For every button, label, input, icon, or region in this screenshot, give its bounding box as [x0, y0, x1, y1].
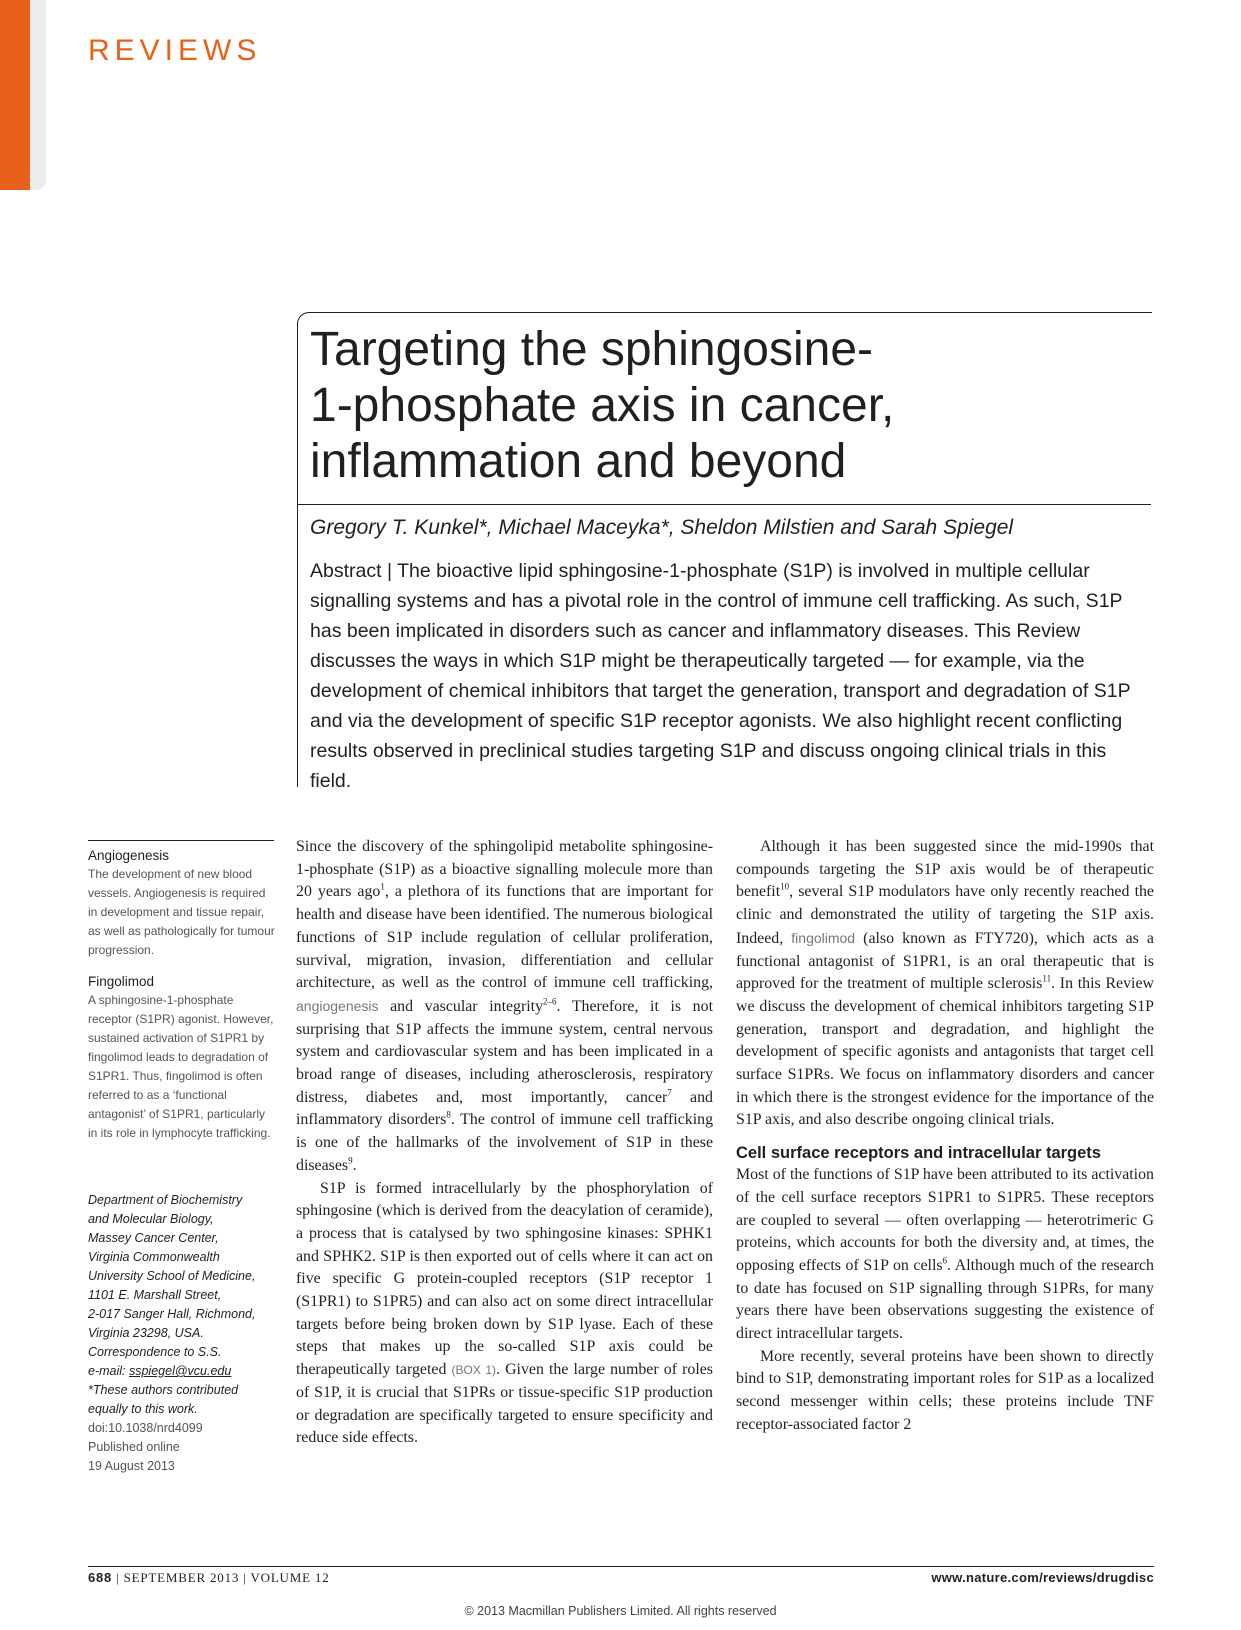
title-line: 1-phosphate axis in cancer,: [310, 379, 895, 432]
text-run: and inflammatory disorders: [296, 1088, 713, 1129]
title-divider: [297, 504, 1151, 505]
doi: doi:10.1038/nrd4099: [88, 1421, 203, 1435]
affiliation-line: Virginia 23298, USA.: [88, 1326, 204, 1340]
glossary-entry: [88, 846, 276, 960]
footer-divider: [88, 1566, 1154, 1567]
citation[interactable]: 1: [380, 882, 385, 893]
email-line: [88, 1362, 276, 1381]
email-prefix: e-mail:: [88, 1364, 129, 1378]
affiliation-line: and Molecular Biology,: [88, 1212, 214, 1226]
affiliation-line: Massey Cancer Center,: [88, 1231, 219, 1245]
text-run: Although it has been suggested since the mid-1990s that compounds targeting the S1P axis would be of therapeutic benefit: [736, 838, 1154, 901]
author-affiliation: [88, 1191, 276, 1419]
citation[interactable]: 6: [942, 1255, 948, 1266]
page-number: 688: [88, 1570, 113, 1585]
box-reference-link[interactable]: (BOX 1): [451, 1363, 496, 1378]
section-color-bar: [0, 0, 30, 190]
affiliation-line: Department of Biochemistry: [88, 1193, 243, 1207]
text-run: S1P is formed intracellularly by the phosphorylation of sphingosine (which is derived from the deacylation of ceramide), a process that is catalysed by two sphingosine kinases: SPHK1 and SPHK2. S1P is then exported out of cells where it can act on five specific G protein-coupled receptors (S1P receptor 1 (S1PR1) to S1PR5) and can also act on some direct intracellular targets before being broken down by S1P lyase. Each of these steps that makes up the so-called S1P axis could be therapeutically targeted: [296, 1179, 713, 1379]
contribution-note: *These authors contributed: [88, 1383, 239, 1397]
text-run: . In this Review we discuss the development of chemical inhibitors targeting S1P generation, transport and degradation, and highlight the development of specific agonists and antagonists that target cell surface S1PRs. We focus on inflammatory disorders and cancer in which there is the strongest evidence for the importance of the S1P axis, and also describe ongoing clinical trials.: [736, 975, 1154, 1129]
title-line: inflammation and beyond: [310, 435, 847, 488]
body-paragraph: More recently, several proteins have been shown to directly bind to S1P, demonstrating important roles for S1P as a localized second messenger within cells; these proteins include TNF receptor-associated factor 2: [736, 1347, 1154, 1433]
text-run: , a plethora of its functions that are important for health and disease have been identified. The numerous biological functions of S1P include regulation of cellular proliferation, survival, migration, invasion, differentiation and cellular architecture, as well as the control of immune cell trafficking,: [296, 883, 713, 992]
sidebar: [88, 840, 276, 1476]
affiliation-line: Virginia Commonwealth: [88, 1250, 220, 1264]
citation[interactable]: 11: [1042, 973, 1052, 984]
section-label: REVIEWS: [88, 34, 262, 67]
glossary-entry: [88, 972, 276, 1143]
body-column-2: [736, 836, 1154, 1437]
body-paragraph: [296, 1178, 713, 1450]
contribution-note: equally to this work.: [88, 1402, 198, 1416]
text-run: . The control of immune cell trafficking is one of the hallmarks of the involvement of S1P in these diseases: [296, 1111, 714, 1174]
body-paragraph: [296, 836, 713, 1178]
citation[interactable]: 8: [446, 1110, 451, 1121]
text-run: .: [352, 1156, 357, 1174]
author-list: Gregory T. Kunkel*, Michael Maceyka*, Sheldon Milstien and Sarah Spiegel: [310, 516, 1014, 539]
copyright-notice: © 2013 Macmillan Publishers Limited. All rights reserved: [464, 1604, 777, 1618]
text-run: . Although much of the research to date has focused on S1P signalling through S1PRs, for many years there have been observations suggesting the existence of direct intracellular targets.: [736, 1256, 1154, 1343]
glossary-term-link[interactable]: fingolimod: [791, 929, 856, 946]
issue-info: | SEPTEMBER 2013 | VOLUME 12: [112, 1570, 330, 1585]
text-run: and vascular integrity: [378, 997, 544, 1015]
citation[interactable]: 9: [348, 1155, 353, 1166]
email-link[interactable]: sspiegel@vcu.edu: [128, 1364, 232, 1378]
glossary-term-link[interactable]: angiogenesis: [296, 997, 379, 1014]
published-date: 19 August 2013: [88, 1459, 175, 1473]
text-run: , several S1P modulators have only recently reached the clinic and demonstrated the utility of targeting the S1P axis. Indeed,: [736, 883, 1154, 947]
article-title: [310, 322, 1130, 490]
affiliation-line: 2-017 Sanger Hall, Richmond,: [88, 1307, 256, 1321]
text-run: (also known as FTY720), which acts as a functional antagonist of S1PR1, is an oral therapeutic that is approved for the treatment of multiple sclerosis: [736, 929, 1154, 993]
affiliation-line: 1101 E. Marshall Street,: [88, 1288, 222, 1302]
section-heading: Cell surface receptors and intracellular targets: [736, 1144, 1101, 1163]
affiliation-line: University School of Medicine,: [88, 1269, 256, 1283]
title-line: Targeting the sphingosine-: [310, 323, 874, 376]
glossary-definition: The development of new blood vessels. Angiogenesis is required in development and tissue repair, as well as pathologically for tumour progression.: [88, 867, 275, 957]
glossary-definition: A sphingosine-1-phosphate receptor (S1PR) agonist. However, sustained activation of S1PR1 by fingolimod leads to degradation of S1PR1. Thus, fingolimod is often referred to as a ‘functional antagonist’ of S1PR1, particularly in its role in lymphocyte trafficking.: [88, 993, 274, 1140]
glossary-term: Angiogenesis: [88, 848, 170, 863]
text-run: Most of the functions of S1P have been attributed to its activation of the cell surface receptors S1PR1 to S1PR5. These receptors are coupled to several — often overlapping — heterotrimeric G proteins, which accounts for both the diversity and, at times, the opposing effects of S1P on cells: [736, 1166, 1154, 1274]
abstract: Abstract | The bioactive lipid sphingosine-1-phosphate (S1P) is involved in multiple cellular signalling systems and has a pivotal role in the control of immune cell trafficking. As such, S1P has been implicated in disorders such as cancer and inflammatory diseases. This Review discusses the ways in which S1P might be therapeutically targeted — for example, via the development of chemical inhibitors that target the generation, transport and degradation of S1P and via the development of specific S1P receptor agonists. We also highlight recent conflicting results observed in preclinical studies targeting S1P and discuss ongoing clinical trials in this field.: [310, 560, 1131, 792]
glossary-term: Fingolimod: [88, 974, 155, 989]
text-run: . Therefore, it is not surprising that S1P affects the immune system, central nervous system and cardiovascular system and has been implicated in a broad range of diseases, including atherosclerosis, respiratory distress, diabetes and, most importantly, cancer: [296, 997, 713, 1106]
citation[interactable]: 7: [667, 1087, 672, 1098]
body-paragraph: [736, 1164, 1154, 1346]
section-tab-shadow: [30, 0, 46, 190]
journal-url[interactable]: www.nature.com/reviews/drugdisc: [931, 1570, 1154, 1585]
citation[interactable]: 2–6: [543, 996, 557, 1007]
published-label: Published online: [88, 1440, 180, 1454]
citation[interactable]: 10: [780, 882, 790, 893]
affiliation-line: Correspondence to S.S.: [88, 1345, 222, 1359]
text-run: Since the discovery of the sphingolipid metabolite sphingosine-1-phosphate (S1P) as a bioactive signalling molecule more than 20 years ago: [296, 838, 713, 901]
footer-issue-info: [88, 1570, 330, 1586]
body-paragraph: [736, 836, 1154, 1132]
body-column-1: [296, 836, 713, 1450]
text-run: . Given the large number of roles of S1P, it is crucial that S1PRs or tissue-specific S1P production or degradation are specifically targeted to ensure specificity and reduce side effects.: [296, 1361, 713, 1447]
